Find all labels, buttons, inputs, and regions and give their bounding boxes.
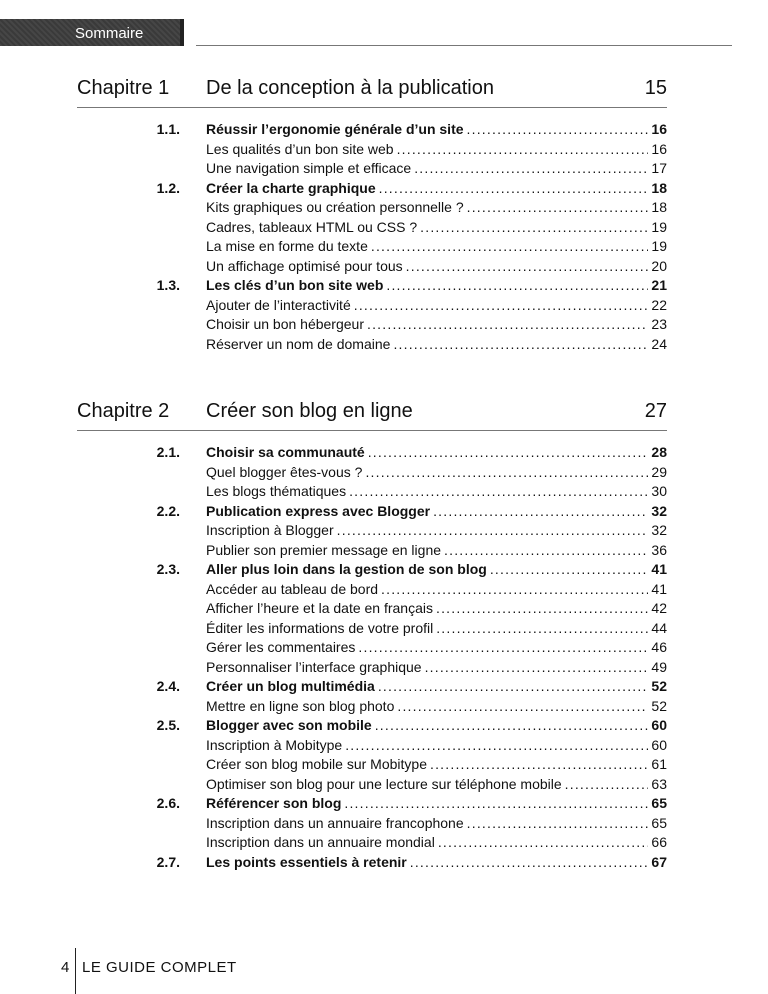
entry-title: Publier son premier message en ligne [206, 541, 442, 558]
entry-title: Inscription à Blogger [206, 522, 334, 538]
entry-page: 52 [651, 678, 667, 694]
dot-leader [430, 755, 648, 775]
chapter-title: De la conception à la publication [206, 77, 494, 99]
entry-page: 24 [651, 335, 667, 352]
entry-page: 41 [651, 580, 667, 597]
footer-page-number: 4 [61, 959, 70, 976]
entry-page: 22 [651, 296, 667, 313]
entry-page: 60 [651, 717, 667, 733]
entry-title: Les qualités d’un bon site web [206, 140, 394, 157]
toc-entry-row [130, 599, 667, 619]
toc-entry-row [130, 257, 667, 277]
entry-page: 23 [651, 316, 667, 332]
entry-page: 32 [651, 502, 667, 519]
entry-title: Inscription à Mobitype [206, 736, 343, 753]
entry-title: Aller plus loin dans la gestion de son blog [206, 561, 487, 577]
dot-leader [436, 599, 648, 619]
toc-entry-row [130, 198, 667, 218]
dot-leader [410, 853, 649, 873]
toc-section-row [130, 120, 667, 140]
entry-title: Référencer son blog [206, 795, 342, 811]
toc-section-row [130, 716, 667, 736]
dot-leader [433, 502, 648, 522]
dot-leader [381, 580, 648, 600]
dot-leader [358, 638, 648, 658]
toc-entry-row [130, 296, 667, 316]
dot-leader [414, 159, 648, 179]
entry-title: Créer la charte graphique [206, 179, 376, 196]
sommaire-tab [0, 19, 180, 46]
entry-page: 19 [651, 218, 667, 235]
toc-entry-row [130, 482, 667, 502]
toc-entry-row [130, 463, 667, 483]
chapter-1-toc [130, 120, 667, 354]
toc-entry-row [130, 833, 667, 853]
entry-title: Les clés d’un bon site web [206, 277, 384, 293]
entry-page: 49 [651, 658, 667, 675]
entry-title: Réussir l’ergonomie générale d’un site [206, 121, 464, 137]
entry-title: Créer son blog mobile sur Mobitype [206, 756, 427, 772]
entry-page: 44 [651, 619, 667, 636]
entry-title: Optimiser son blog pour une lecture sur téléphone mobile [206, 775, 562, 792]
footer-rule [75, 948, 76, 994]
toc-entry-row [130, 814, 667, 834]
section-number: 2.6. [156, 795, 180, 811]
entry-page: 18 [651, 179, 667, 196]
entry-title: Blogger avec son mobile [206, 717, 372, 733]
chapter-label: Chapitre 1 [77, 77, 170, 99]
dot-leader [397, 140, 649, 160]
toc-entry-row [130, 736, 667, 756]
section-number: 2.2. [156, 502, 180, 519]
entry-page: 16 [651, 121, 667, 137]
toc-entry-row [130, 619, 667, 639]
entry-title: Afficher l’heure et la date en français [206, 600, 433, 616]
chapter-page: 27 [644, 400, 667, 422]
toc-section-row [130, 502, 667, 522]
toc-section-row [130, 276, 667, 296]
toc-section-row [130, 677, 667, 697]
entry-title: Choisir un bon hébergeur [206, 316, 364, 332]
entry-title: Inscription dans un annuaire mondial [206, 834, 435, 850]
entry-page: 18 [651, 199, 667, 215]
toc-entry-row [130, 315, 667, 335]
footer-book-title: LE GUIDE COMPLET [82, 959, 237, 976]
section-number: 1.2. [156, 179, 180, 196]
dot-leader [379, 179, 649, 199]
dot-leader [367, 315, 648, 335]
dot-leader [467, 120, 649, 140]
entry-page: 61 [651, 756, 667, 772]
section-number: 2.3. [156, 561, 180, 577]
entry-page: 19 [651, 238, 667, 254]
chapter-rule [77, 107, 667, 108]
entry-title: La mise en forme du texte [206, 238, 368, 254]
dot-leader [368, 443, 649, 463]
toc-section-row [130, 560, 667, 580]
dot-leader [378, 677, 649, 697]
dot-leader [397, 697, 648, 717]
dot-leader [371, 237, 649, 257]
chapter-label: Chapitre 2 [77, 400, 170, 422]
toc-entry-row [130, 140, 667, 160]
toc-entry-row [130, 658, 667, 678]
toc-entry-row [130, 541, 667, 561]
entry-title: Mettre en ligne son blog photo [206, 697, 395, 714]
dot-leader [490, 560, 649, 580]
entry-page: 66 [651, 834, 667, 850]
dot-leader [354, 296, 649, 316]
entry-title: Inscription dans un annuaire francophone [206, 814, 464, 831]
dot-leader [467, 198, 649, 218]
entry-title: Les points essentiels à retenir [206, 853, 407, 870]
dot-leader [436, 619, 648, 639]
chapter-rule [77, 430, 667, 431]
toc-entry-row [130, 755, 667, 775]
dot-leader [406, 257, 649, 277]
entry-page: 28 [651, 444, 667, 460]
dot-leader [467, 814, 649, 834]
entry-title: Réserver un nom de domaine [206, 335, 391, 352]
entry-title: Kits graphiques ou création personnelle ? [206, 199, 464, 215]
dot-leader [345, 736, 648, 756]
toc-section-row [130, 853, 667, 873]
entry-title: Cadres, tableaux HTML ou CSS ? [206, 218, 418, 235]
entry-page: 32 [651, 522, 667, 538]
toc-section-row [130, 794, 667, 814]
dot-leader [393, 335, 648, 355]
entry-page: 65 [651, 795, 667, 811]
entry-page: 65 [651, 814, 667, 831]
entry-title: Ajouter de l’interactivité [206, 296, 351, 313]
entry-page: 52 [651, 697, 667, 714]
dot-leader [375, 716, 649, 736]
entry-page: 30 [651, 483, 667, 499]
entry-page: 67 [651, 853, 667, 870]
section-number: 1.3. [156, 277, 180, 293]
entry-title: Accéder au tableau de bord [206, 580, 379, 597]
section-number: 2.4. [156, 678, 180, 694]
entry-page: 21 [651, 277, 667, 293]
entry-page: 60 [651, 736, 667, 753]
chapter-title: Créer son blog en ligne [206, 400, 413, 422]
chapter-page: 15 [644, 77, 667, 99]
chapter-2-toc [130, 443, 667, 872]
dot-leader [444, 541, 648, 561]
entry-title: Quel blogger êtes-vous ? [206, 463, 363, 480]
dot-leader [337, 521, 649, 541]
dot-leader [365, 463, 648, 483]
dot-leader [438, 833, 649, 853]
dot-leader [386, 276, 648, 296]
entry-title: Une navigation simple et efficace [206, 160, 412, 176]
toc-entry-row [130, 697, 667, 717]
chapter-2-heading [77, 400, 667, 430]
toc-entry-row [130, 237, 667, 257]
entry-page: 41 [651, 561, 667, 577]
toc-section-row [130, 179, 667, 199]
entry-page: 36 [651, 541, 667, 558]
entry-page: 46 [651, 639, 667, 655]
sommaire-label: Sommaire [75, 25, 144, 42]
entry-title: Publication express avec Blogger [206, 502, 431, 519]
chapter-1-heading [77, 77, 667, 107]
toc-entry-row [130, 218, 667, 238]
section-number: 2.7. [156, 853, 180, 870]
entry-page: 42 [651, 600, 667, 616]
entry-page: 20 [651, 257, 667, 274]
dot-leader [425, 658, 649, 678]
entry-title: Les blogs thématiques [206, 483, 347, 499]
entry-page: 63 [651, 775, 667, 792]
toc-section-row [130, 443, 667, 463]
entry-page: 16 [651, 140, 667, 157]
toc-entry-row [130, 521, 667, 541]
toc-entry-row [130, 580, 667, 600]
entry-title: Éditer les informations de votre profil [206, 619, 434, 636]
dot-leader [349, 482, 648, 502]
dot-leader [420, 218, 648, 238]
dot-leader [344, 794, 648, 814]
entry-title: Choisir sa communauté [206, 444, 365, 460]
toc-entry-row [130, 159, 667, 179]
toc-entry-row [130, 335, 667, 355]
section-number: 2.1. [156, 444, 180, 460]
section-number: 2.5. [156, 717, 180, 733]
toc-entry-row [130, 775, 667, 795]
entry-title: Gérer les commentaires [206, 639, 356, 655]
entry-title: Créer un blog multimédia [206, 678, 375, 694]
entry-page: 17 [651, 160, 667, 176]
entry-page: 29 [651, 463, 667, 480]
dot-leader [565, 775, 649, 795]
entry-title: Un affichage optimisé pour tous [206, 257, 403, 274]
header-rule [196, 45, 732, 46]
section-number: 1.1. [156, 121, 180, 137]
entry-title: Personnaliser l’interface graphique [206, 658, 422, 675]
toc-entry-row [130, 638, 667, 658]
